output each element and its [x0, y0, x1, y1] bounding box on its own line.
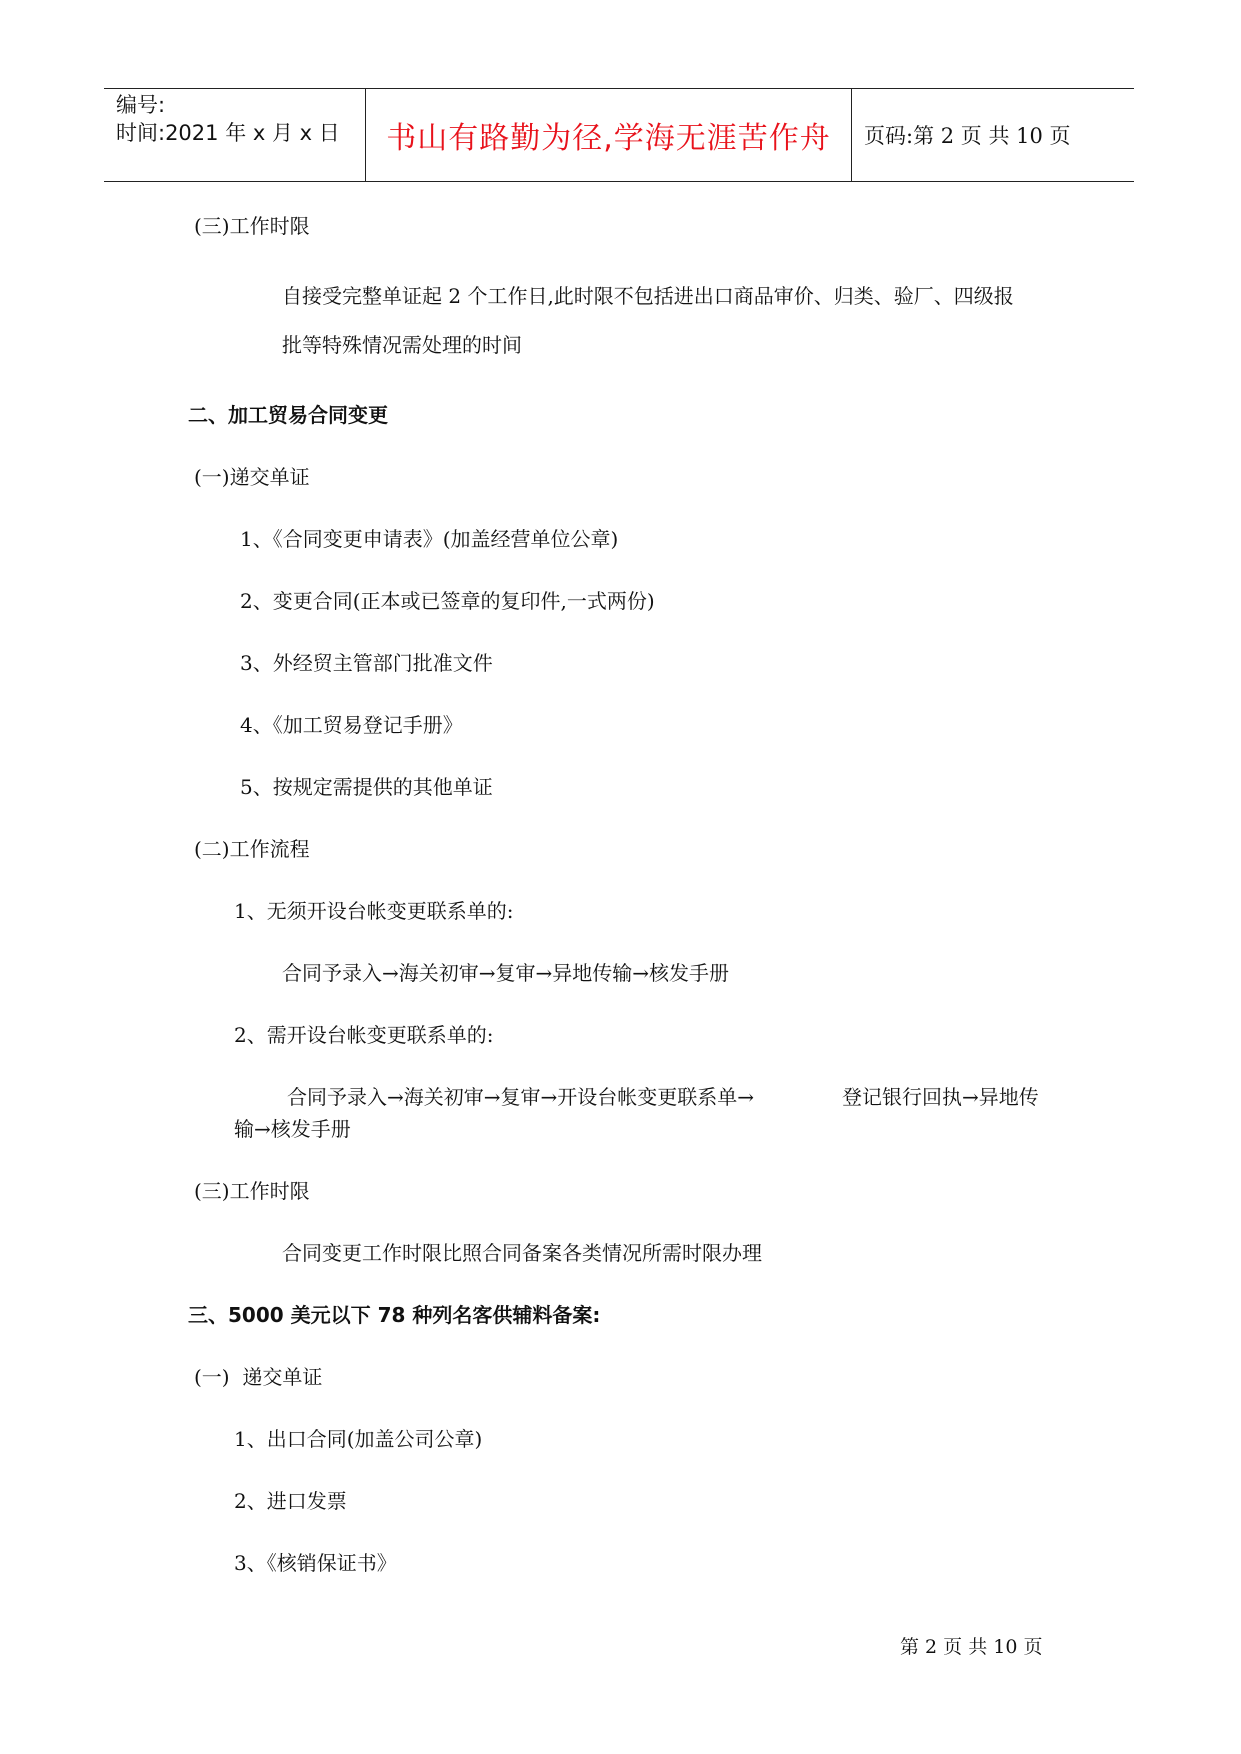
paragraph-line: 自接受完整单证起 2 个工作日,此时限不包括进出口商品审价、归类、验厂、四级报 — [282, 284, 1014, 308]
flow-line: 合同予录入→海关初审→复审→开设台帐变更联系单→ — [287, 1085, 755, 1109]
list-item: 1、无须开设台帐变更联系单的: — [234, 899, 514, 923]
flow-line: 合同予录入→海关初审→复审→异地传输→核发手册 — [282, 961, 730, 985]
flow-line: 输→核发手册 — [234, 1117, 351, 1141]
list-item: 3、外经贸主管部门批准文件 — [240, 651, 493, 675]
list-item: 5、按规定需提供的其他单证 — [240, 775, 493, 799]
subheading: (三)工作时限 — [194, 1179, 310, 1203]
list-item: 4、《加工贸易登记手册》 — [240, 713, 463, 737]
subheading: (一) 递交单证 — [194, 1365, 323, 1389]
page-header — [104, 88, 1134, 182]
header-motto: 书山有路勤为径,学海无涯苦作舟 — [366, 89, 852, 181]
section-heading: 三、5000 美元以下 78 种列名客供辅料备案: — [188, 1303, 601, 1327]
list-item: 2、需开设台帐变更联系单的: — [234, 1023, 494, 1047]
list-item: 1、出口合同(加盖公司公章) — [234, 1427, 483, 1451]
section-heading: 二、加工贸易合同变更 — [188, 403, 388, 427]
paragraph-line: 合同变更工作时限比照合同备案各类情况所需时限办理 — [282, 1241, 762, 1265]
time-label: 时间:2021 年 x 月 x 日 — [116, 121, 340, 145]
list-item: 1、《合同变更申请表》(加盖经营单位公章) — [240, 527, 619, 551]
flow-line: 登记银行回执→异地传 — [842, 1085, 1039, 1109]
header-page-number: 页码:第 2 页 共 10 页 — [864, 124, 1071, 148]
header-meta — [104, 89, 366, 181]
list-item: 2、变更合同(正本或已签章的复印件,一式两份) — [240, 589, 655, 613]
footer-page-number: 第 2 页 共 10 页 — [900, 1636, 1043, 1658]
subheading: (一)递交单证 — [194, 465, 310, 489]
list-item: 3、《核销保证书》 — [234, 1551, 397, 1575]
list-item: 2、进口发票 — [234, 1489, 347, 1513]
subheading: (二)工作流程 — [194, 837, 310, 861]
number-label: 编号: — [116, 93, 166, 117]
paragraph-line: 批等特殊情况需处理的时间 — [282, 333, 522, 357]
heading-time-limit: (三)工作时限 — [194, 214, 310, 238]
